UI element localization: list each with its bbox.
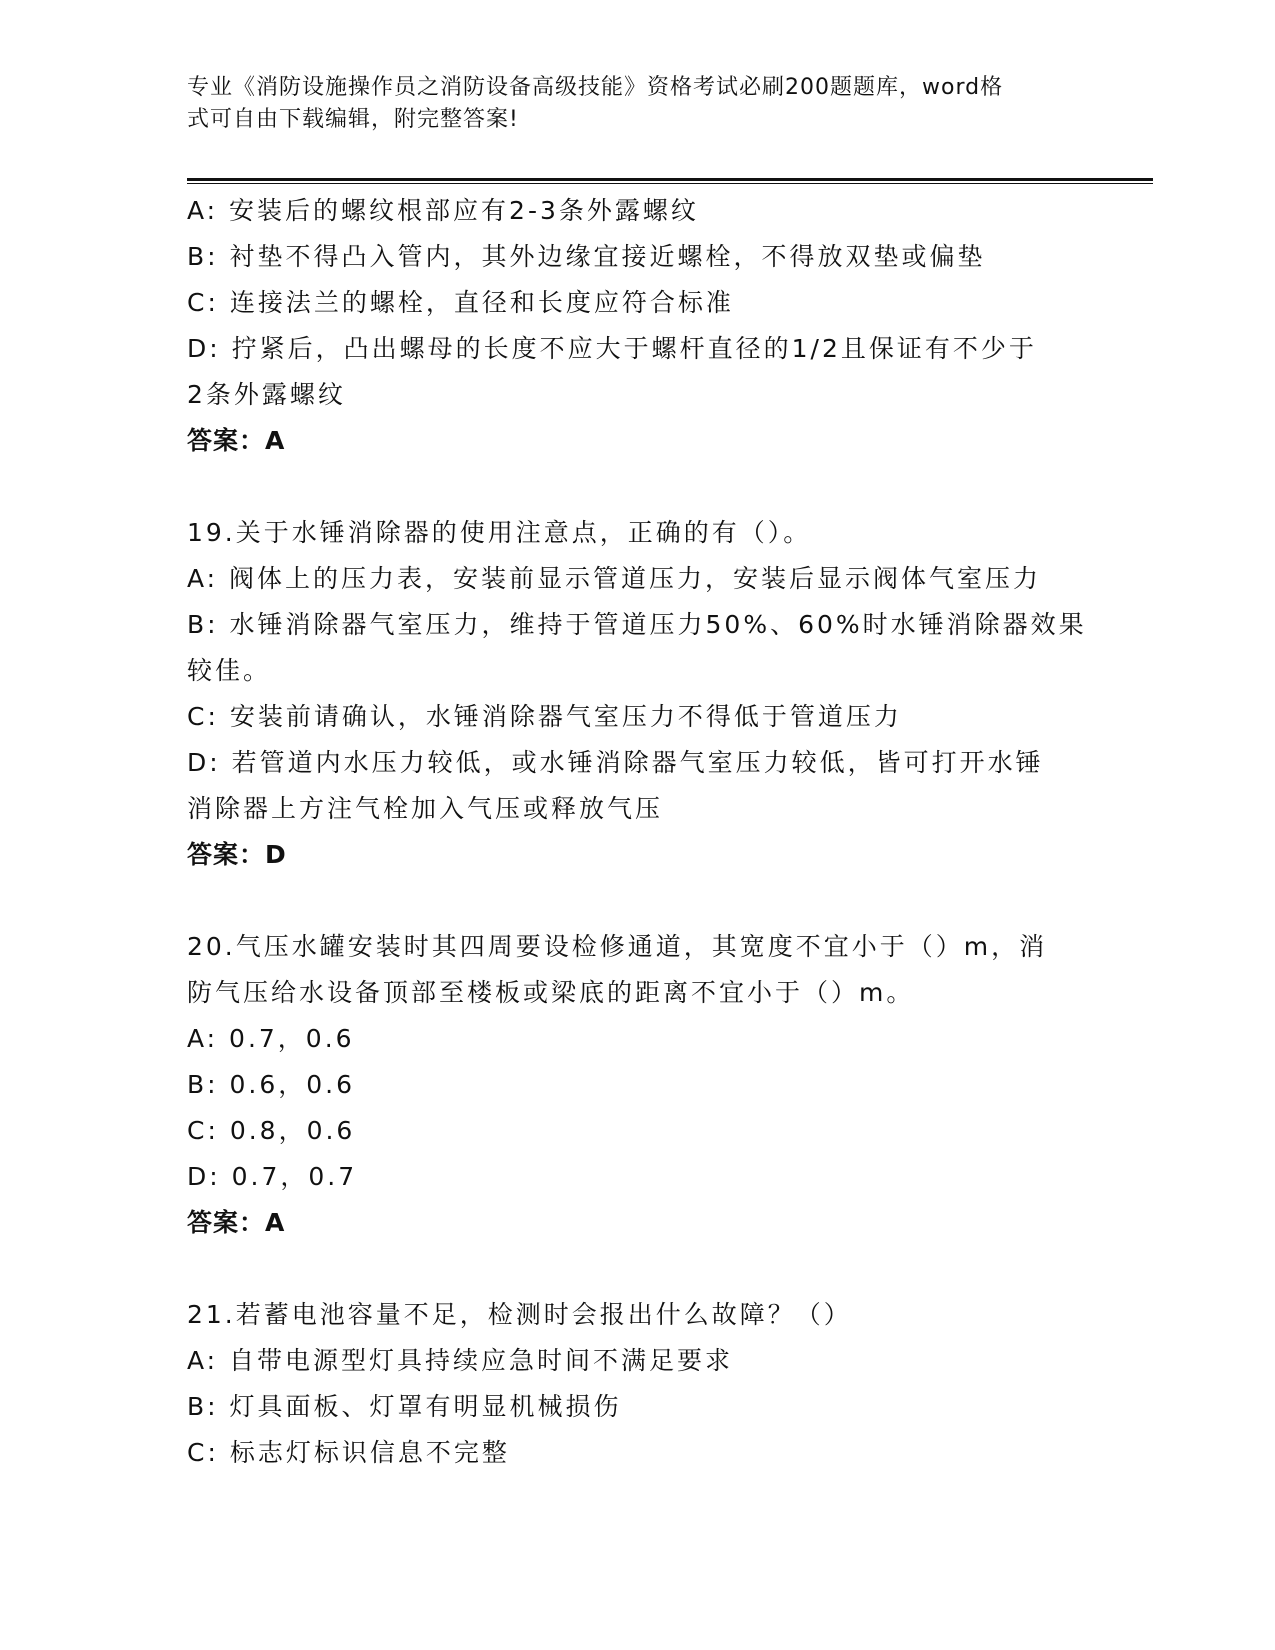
q19-option-d-line-2: 消除器上方注气栓加入气压或释放气压 [187,794,664,823]
header-line-1: 专业《消防设施操作员之消防设备高级技能》资格考试必刷200题题库，word格 [187,75,1004,100]
q20-question-line-1: 20.气压水罐安装时其四周要设检修通道，其宽度不宜小于（）m，消 [187,932,1048,961]
q19-option-a: A: 阀体上的压力表，安装前显示管道压力，安装后显示阀体气室压力 [187,564,1042,593]
header-divider-thin [187,183,1153,184]
q20-option-d: D: 0.7，0.7 [187,1162,358,1191]
q18-option-b: B: 衬垫不得凸入管内，其外边缘宜接近螺栓，不得放双垫或偏垫 [187,242,986,271]
question-19 [187,510,1087,878]
q18-option-d-line-1: D: 拧紧后，凸出螺母的长度不应大于螺杆直径的1/2且保证有不少于 [187,334,1037,363]
question-18 [187,188,1087,464]
header-line-2: 式可自由下载编辑，附完整答案! [187,107,519,132]
q19-option-b-line-1: B: 水锤消除器气室压力，维持于管道压力50%、60%时水锤消除器效果 [187,610,1087,639]
q18-option-d-line-2: 2条外露螺纹 [187,380,346,409]
q18-answer: 答案：A [187,426,286,455]
q19-option-b-line-2: 较佳。 [187,656,272,685]
q19-question: 19.关于水锤消除器的使用注意点，正确的有（）。 [187,518,812,547]
header-divider-thick [187,178,1153,181]
q20-option-b: B: 0.6，0.6 [187,1070,356,1099]
q18-option-c: C: 连接法兰的螺栓，直径和长度应符合标准 [187,288,734,317]
spacer [187,1246,1087,1292]
question-list [187,188,1087,1476]
q19-option-c: C: 安装前请确认，水锤消除器气室压力不得低于管道压力 [187,702,902,731]
spacer [187,878,1087,924]
q21-option-a: A: 自带电源型灯具持续应急时间不满足要求 [187,1346,734,1375]
page-header [187,72,1067,136]
q20-option-a: A: 0.7，0.6 [187,1024,355,1053]
q20-answer: 答案：A [187,1208,286,1237]
q18-option-a: A: 安装后的螺纹根部应有2-3条外露螺纹 [187,196,699,225]
q20-question-line-2: 防气压给水设备顶部至楼板或梁底的距离不宜小于（）m。 [187,978,915,1007]
q19-answer: 答案：D [187,840,287,869]
question-20 [187,924,1087,1246]
q19-option-d-line-1: D: 若管道内水压力较低，或水锤消除器气室压力较低，皆可打开水锤 [187,748,1044,777]
spacer [187,464,1087,510]
q21-question: 21.若蓄电池容量不足，检测时会报出什么故障？（） [187,1300,852,1329]
q21-option-c: C: 标志灯标识信息不完整 [187,1438,510,1467]
q21-option-b: B: 灯具面板、灯罩有明显机械损伤 [187,1392,622,1421]
question-21 [187,1292,1087,1476]
q20-option-c: C: 0.8，0.6 [187,1116,356,1145]
